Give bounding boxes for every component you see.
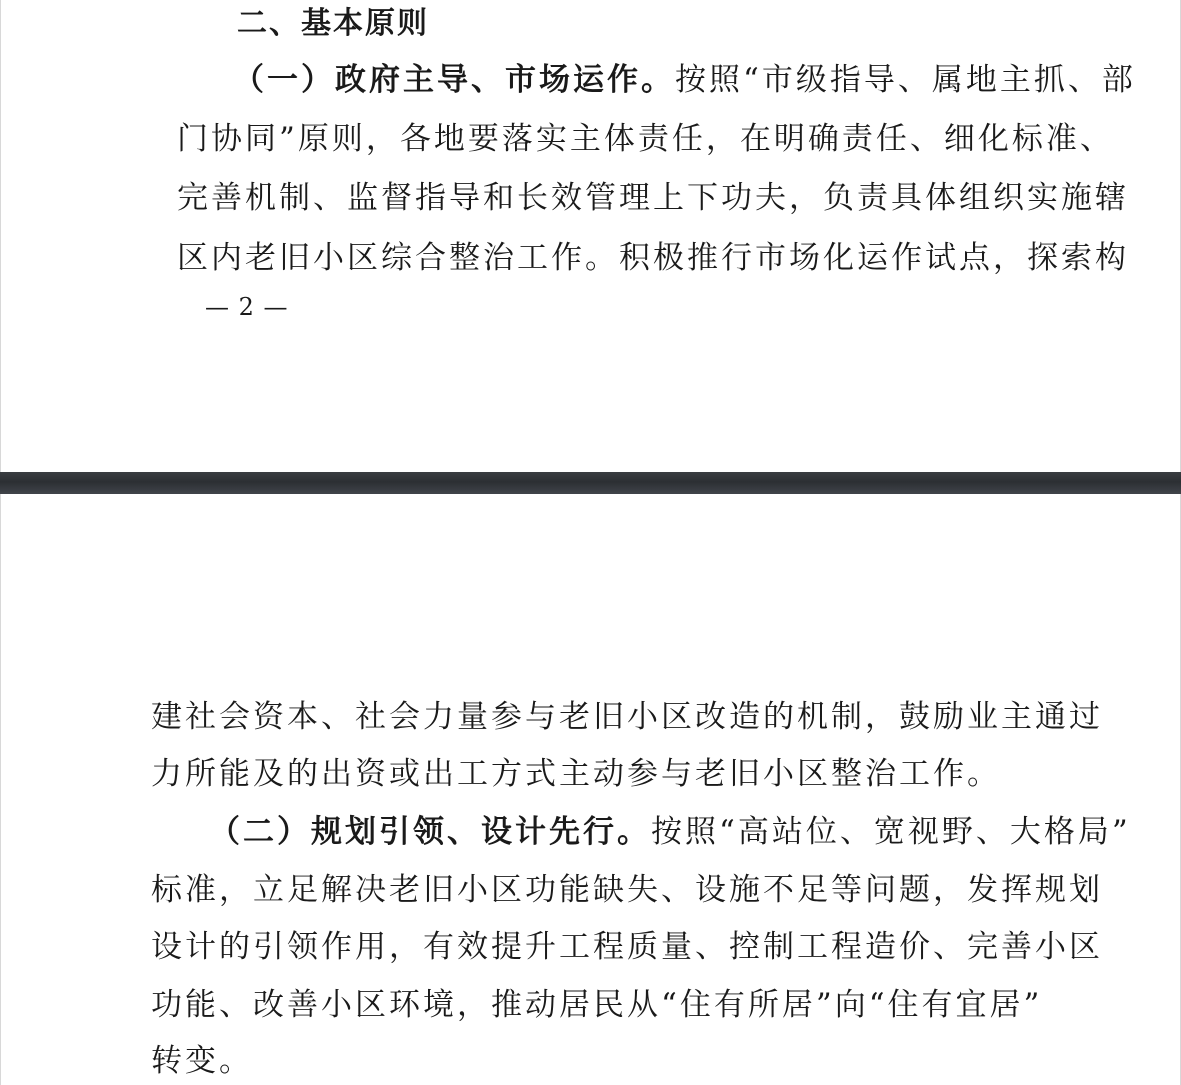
- paragraph-2-line-5: 转变。: [151, 1043, 253, 1079]
- paragraph-2-line-3: 设计的引领作用，有效提升工程质量、控制工程造价、完善小区: [151, 929, 1103, 965]
- paragraph-2-line-1: [209, 812, 1131, 852]
- paragraph-1-line-3: 完善机制、监督指导和长效管理上下功夫，负责具体组织实施辖: [177, 180, 1129, 216]
- paragraph-1-line-1: [233, 60, 1136, 100]
- paragraph-1-lead: （一）政府主导、市场运作。: [233, 62, 675, 98]
- paragraph-2-line-1-text: 按照“高站位、宽视野、大格局”: [651, 814, 1131, 850]
- paragraph-1-line-1-text: 按照“市级指导、属地主抓、部: [675, 62, 1136, 98]
- paragraph-1-line-5: 建社会资本、社会力量参与老旧小区改造的机制，鼓励业主通过: [151, 699, 1103, 735]
- paragraph-2-line-2: 标准，立足解决老旧小区功能缺失、设施不足等问题，发挥规划: [151, 872, 1103, 908]
- paragraph-2-lead: （二）规划引领、设计先行。: [209, 814, 651, 850]
- paragraph-1-line-4: 区内老旧小区综合整治工作。积极推行市场化运作试点，探索构: [177, 240, 1129, 276]
- paragraph-1-line-6: 力所能及的出资或出工方式主动参与老旧小区整治工作。: [151, 756, 1001, 792]
- document-page-top: [0, 0, 1181, 472]
- document-page-bottom: [0, 494, 1181, 1085]
- section-heading: 二、基本原则: [237, 6, 429, 41]
- page-number: — 2 —: [205, 293, 289, 321]
- paragraph-2-line-4: 功能、改善小区环境，推动居民从“住有所居”向“住有宜居”: [151, 987, 1043, 1023]
- paragraph-1-line-2: 门协同”原则，各地要落实主体责任，在明确责任、细化标准、: [177, 121, 1114, 157]
- page-separator: [0, 472, 1181, 494]
